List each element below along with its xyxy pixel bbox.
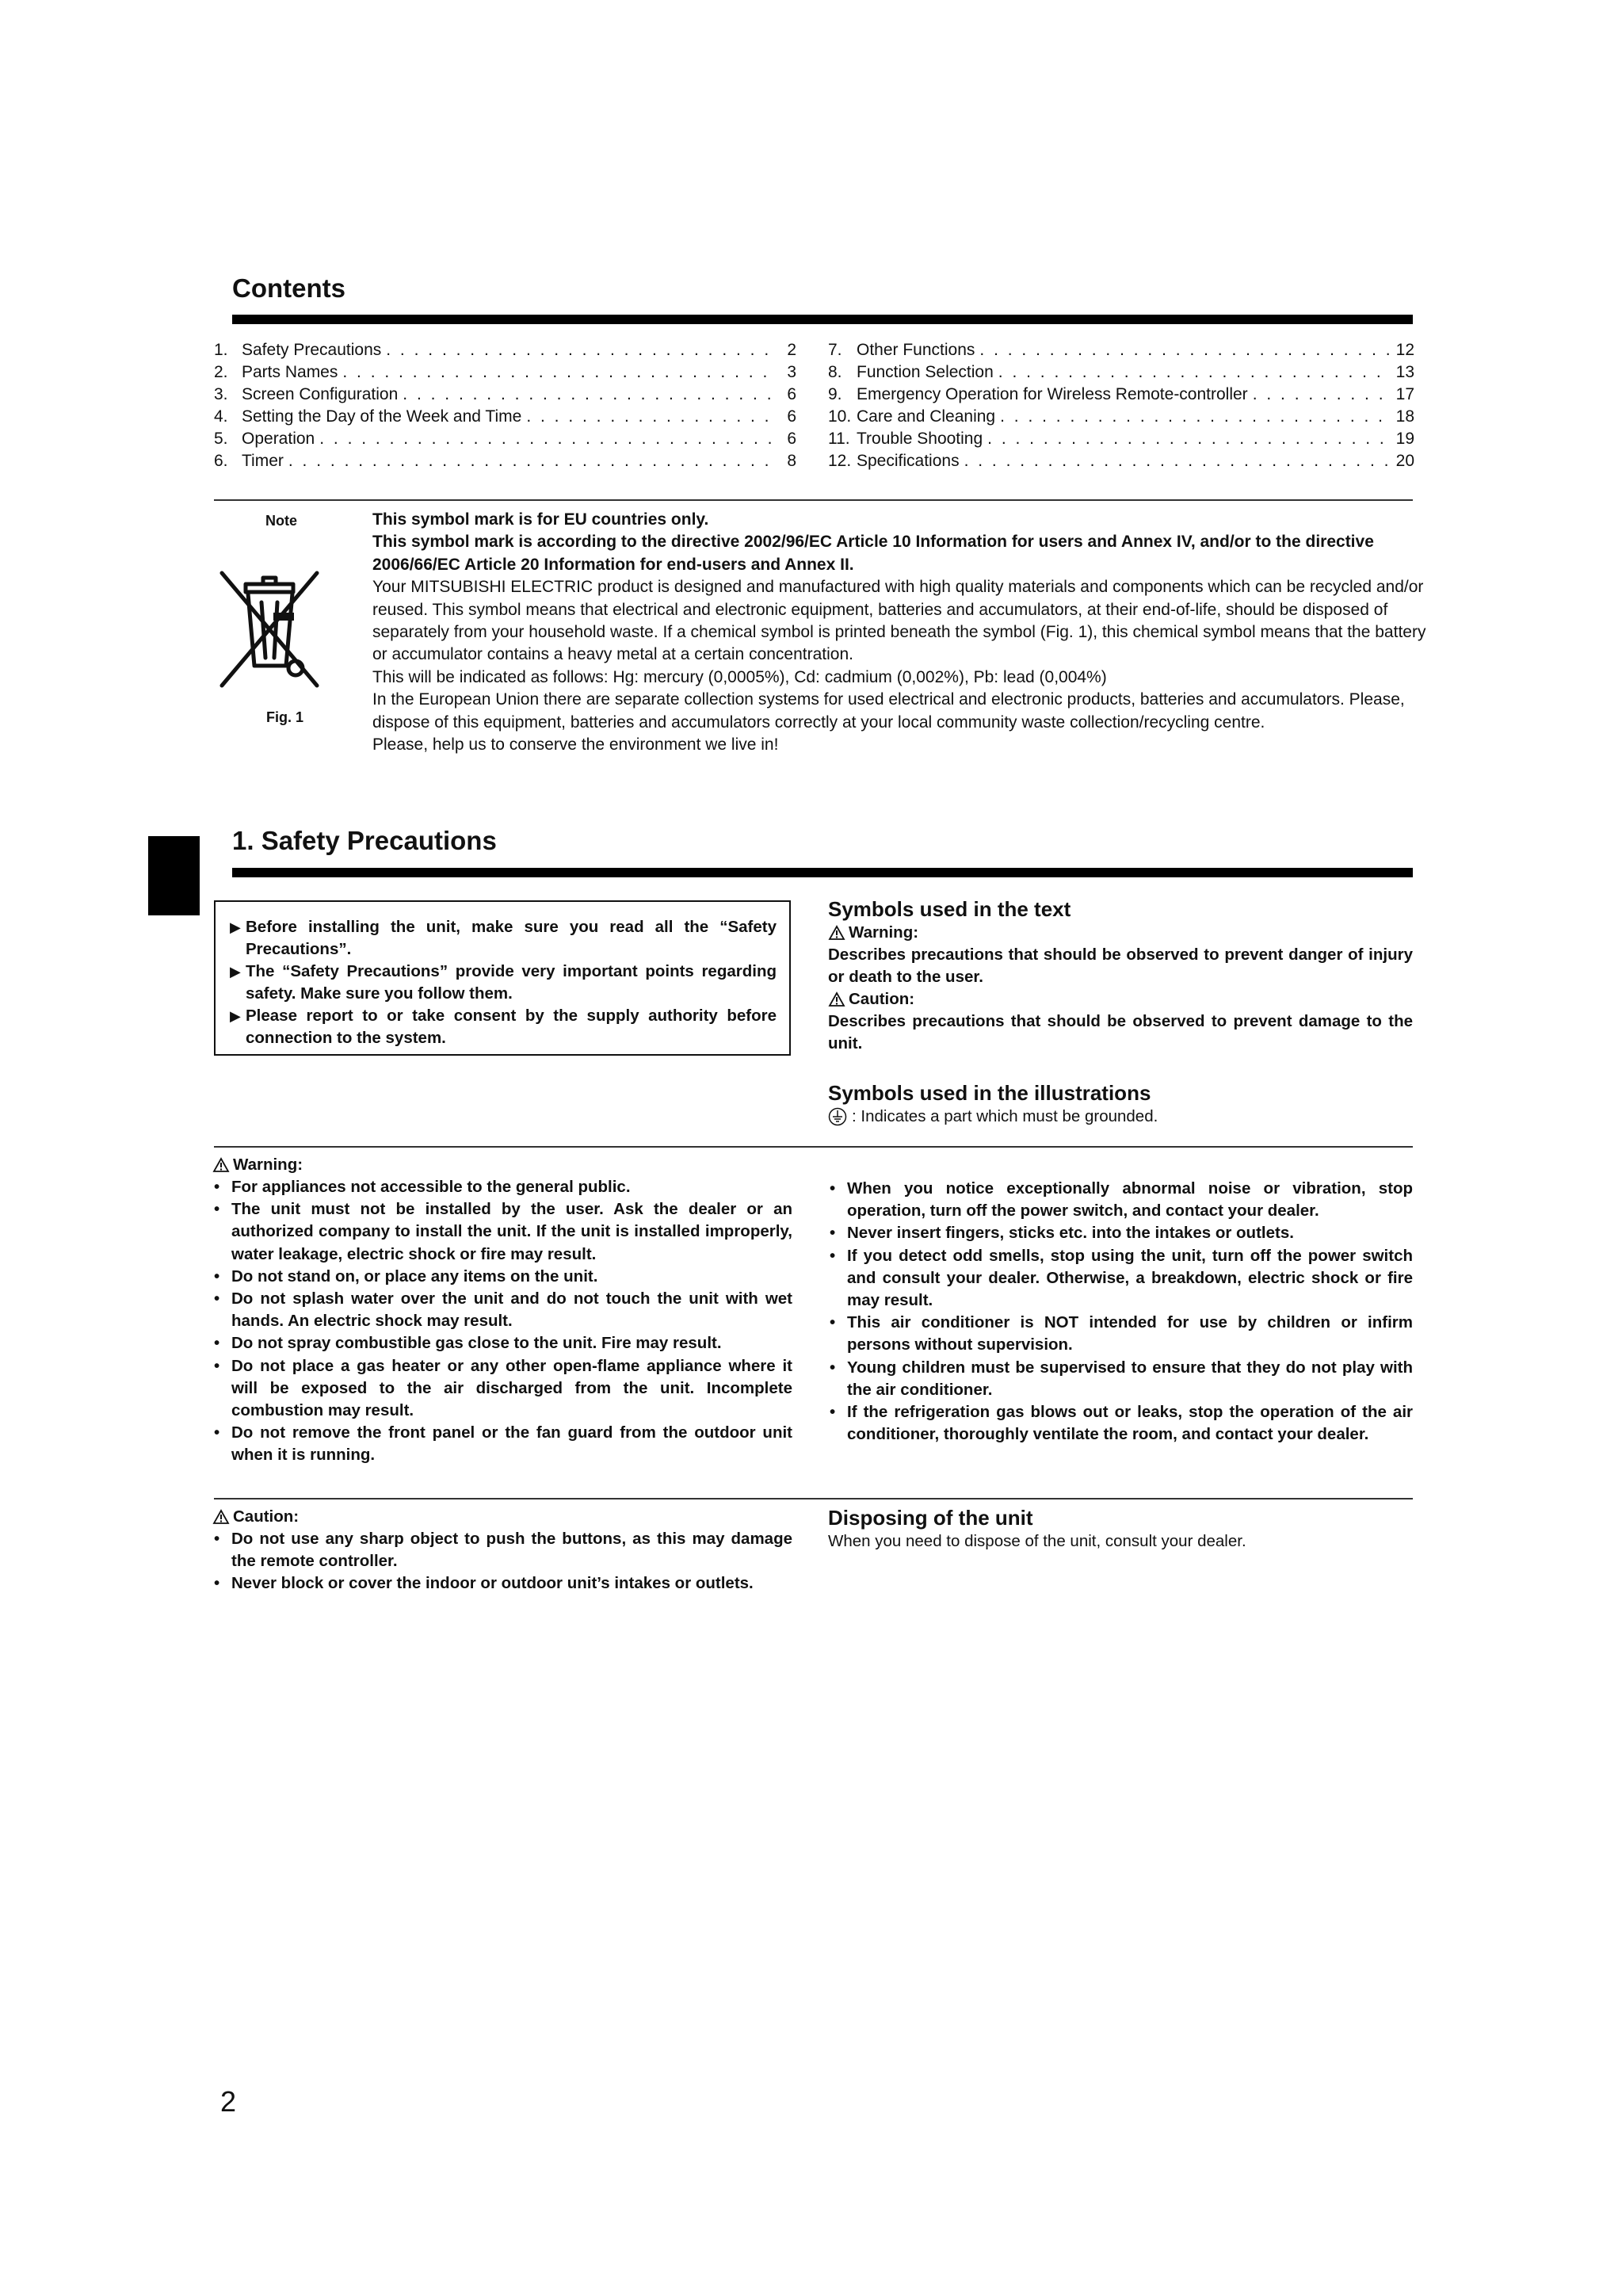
toc-leader <box>386 339 774 361</box>
notice-text: The “Safety Precautions” provide very important points regarding safety. Make sure you follow them. <box>246 962 777 1003</box>
warning-item: • Young children must be supervised to ensure that they do not play with the air conditioner. <box>828 1357 1413 1401</box>
toc-entry[interactable] <box>214 361 796 384</box>
toc-entry[interactable] <box>828 406 1414 428</box>
warning-item: • Do not place a gas heater or any other open-flame appliance where it will be exposed to the air discharged from the unit. Incomplete combustion may result. <box>212 1355 792 1423</box>
warning-item: • If you detect odd smells, stop using the unit, turn off the power switch and consult your dealer. Otherwise, a breakdown, electric shock or fire may result. <box>828 1245 1413 1312</box>
note-eu-only: This symbol mark is for EU countries only. <box>372 510 709 529</box>
warning-triangle-icon <box>828 991 845 1007</box>
warning-triangle-icon <box>212 1157 230 1173</box>
toc-title: Safety Precautions <box>242 341 382 359</box>
warning-right-block <box>828 1178 1413 1446</box>
contents-rule <box>232 315 1413 324</box>
toc-leader <box>979 339 1391 361</box>
disposing-block <box>828 1506 1413 1553</box>
note-eu-collection: In the European Union there are separate collection systems for used electrical and electronic products, batteries and accumulators. Please, dispose of this equipment, batteries and accumulators correctly at your local community waste collection/recycling centre. <box>372 690 1405 732</box>
toc-leader <box>319 428 774 450</box>
caution-item: • Do not use any sharp object to push the buttons, as this may damage the remote controller. <box>212 1528 792 1572</box>
toc-leader <box>526 406 774 428</box>
safety-notice-box <box>214 900 791 1056</box>
toc-title: Trouble Shooting <box>857 430 983 448</box>
toc-num: 9. <box>828 385 842 403</box>
toc-page: 12 <box>1395 341 1414 359</box>
toc-leader <box>987 428 1391 450</box>
warning-item: • Do not stand on, or place any items on the unit. <box>212 1266 792 1288</box>
toc-num: 7. <box>828 341 842 359</box>
toc-page: 17 <box>1395 385 1414 403</box>
warning-head <box>212 1154 792 1176</box>
toc-num: 3. <box>214 385 228 403</box>
caution-label: Caution: <box>849 990 915 1008</box>
caution-head <box>212 1506 792 1528</box>
toc-page: 13 <box>1395 363 1414 381</box>
toc-num: 12. <box>828 452 852 470</box>
toc-title: Setting the Day of the Week and Time <box>242 407 522 426</box>
caution-desc: Describes precautions that should be observed to prevent damage to the unit. <box>828 1012 1413 1052</box>
toc-left <box>214 339 796 472</box>
warning-label: Warning: <box>233 1156 303 1174</box>
fig-label: Fig. 1 <box>266 709 304 725</box>
toc-page: 18 <box>1395 407 1414 426</box>
disposing-title: Disposing of the unit <box>828 1506 1033 1530</box>
toc-leader <box>964 450 1391 472</box>
toc-num: 4. <box>214 407 228 426</box>
toc-divider <box>214 499 1413 501</box>
notice-text: Before installing the unit, make sure you read all the “Safety Precautions”. <box>246 918 777 958</box>
warning-item: • The unit must not be installed by the user. Ask the dealer or an authorized company to install the unit. If the unit is installed improperly, water leakage, electric shock or fire may result. <box>212 1198 792 1266</box>
warning-list-right <box>828 1178 1413 1446</box>
toc-entry[interactable] <box>828 339 1414 361</box>
safety-title: 1. Safety Precautions <box>232 826 497 855</box>
toc-entry[interactable] <box>214 428 796 450</box>
ground-row <box>828 1106 1413 1128</box>
note-body: Your MITSUBISHI ELECTRIC product is designed and manufactured with high quality materials and components which can be recycled and/or reused. This symbol means that electrical and electronic equipment, batteries and accumulators, at their end-of-life, should be disposed of separately from your household waste. If a chemical symbol is printed beneath the symbol (Fig. 1), this chemical symbol means that the battery or accumulator contains a heavy metal at a certain concentration. <box>372 578 1426 664</box>
toc-page: 6 <box>787 385 796 403</box>
warning-item: • Never insert fingers, sticks etc. into the intakes or outlets. <box>828 1222 1413 1244</box>
toc-num: 8. <box>828 363 842 381</box>
symbols-caution-head <box>828 988 1413 1010</box>
toc-leader <box>342 361 774 384</box>
toc-num: 1. <box>214 341 228 359</box>
toc-page: 20 <box>1395 452 1414 470</box>
toc-num: 5. <box>214 430 228 448</box>
safety-rule <box>232 868 1413 877</box>
warning-desc: Describes precautions that should be observed to prevent danger of injury or death to the user. <box>828 946 1413 986</box>
section-tab <box>148 836 200 915</box>
toc-title: Operation <box>242 430 315 448</box>
warning-item: • If the refrigeration gas blows out or leaks, stop the operation of the air conditioner, thoroughly ventilate the room, and contact your dealer. <box>828 1401 1413 1446</box>
arrow-right-icon: ▶ <box>230 1008 241 1024</box>
ground-icon <box>828 1107 847 1126</box>
toc-entry[interactable] <box>214 384 796 406</box>
toc-num: 2. <box>214 363 228 381</box>
warning-triangle-icon <box>212 1509 230 1525</box>
warning-label: Warning: <box>849 923 919 942</box>
toc-entry[interactable] <box>214 339 796 361</box>
warning-item: • For appliances not accessible to the general public. <box>212 1176 792 1198</box>
toc-title: Function Selection <box>857 363 994 381</box>
note-chemicals: This will be indicated as follows: Hg: mercury (0,0005%), Cd: cadmium (0,002%), Pb: lead (0,004%) <box>372 667 1107 686</box>
contents-title: Contents <box>232 273 345 303</box>
toc-page: 6 <box>787 407 796 426</box>
caution-item: • Never block or cover the indoor or outdoor unit’s intakes or outlets. <box>212 1572 792 1595</box>
warning-divider <box>214 1146 1413 1148</box>
toc-page: 3 <box>787 363 796 381</box>
warning-item: • Do not remove the front panel or the fan guard from the outdoor unit when it is running. <box>212 1422 792 1466</box>
toc-title: Other Functions <box>857 341 975 359</box>
caution-block <box>212 1506 792 1595</box>
disposing-text: When you need to dispose of the unit, consult your dealer. <box>828 1532 1246 1550</box>
toc-entry[interactable] <box>828 384 1414 406</box>
toc-page: 19 <box>1395 430 1414 448</box>
toc-title: Timer <box>242 452 284 470</box>
caution-label: Caution: <box>233 1507 300 1526</box>
notice-item <box>230 1005 777 1049</box>
toc-title: Care and Cleaning <box>857 407 996 426</box>
symbols-warning-head <box>828 922 1413 944</box>
toc-entry[interactable] <box>214 450 796 472</box>
toc-num: 6. <box>214 452 228 470</box>
toc-title: Emergency Operation for Wireless Remote-controller <box>857 385 1248 403</box>
arrow-right-icon: ▶ <box>230 964 241 980</box>
note-help: Please, help us to conserve the environment we live in! <box>372 735 779 755</box>
toc-entry[interactable] <box>828 361 1414 384</box>
note-label: Note <box>265 513 297 529</box>
toc-leader <box>403 384 774 406</box>
toc-page: 2 <box>787 341 796 359</box>
caution-list <box>212 1528 792 1595</box>
toc-title: Screen Configuration <box>242 385 399 403</box>
toc-page: 8 <box>787 452 796 470</box>
weee-bin-icon <box>218 567 321 693</box>
warning-item: • Do not spray combustible gas close to the unit. Fire may result. <box>212 1332 792 1354</box>
toc-num: 10. <box>828 407 852 426</box>
note-directive: This symbol mark is according to the directive 2002/96/EC Article 10 Information for users and Annex IV, and/or to the directive 2006/66/EC Article 20 Information for end-users and Annex II. <box>372 533 1374 574</box>
toc-leader <box>998 361 1391 384</box>
symbols-text-block <box>828 897 1413 1055</box>
toc-title: Specifications <box>857 452 960 470</box>
arrow-right-icon: ▶ <box>230 919 241 935</box>
warning-item: • This air conditioner is NOT intended for use by children or infirm persons without supervision. <box>828 1312 1413 1356</box>
note-text <box>372 509 1430 756</box>
toc-entry[interactable] <box>214 406 796 428</box>
symbols-text-title: Symbols used in the text <box>828 897 1071 921</box>
page-number: 2 <box>220 2085 237 2118</box>
caution-divider <box>214 1498 1413 1499</box>
toc-num: 11. <box>828 430 850 448</box>
notice-text: Please report to or take consent by the supply authority before connection to the system. <box>246 1007 777 1047</box>
toc-leader <box>288 450 774 472</box>
warning-left-block <box>212 1154 792 1467</box>
warning-list-left <box>212 1176 792 1467</box>
toc-leader <box>1253 384 1391 406</box>
warning-item: • When you notice exceptionally abnormal noise or vibration, stop operation, turn off the power switch, and contact your dealer. <box>828 1178 1413 1222</box>
warning-item: • Do not splash water over the unit and do not touch the unit with wet hands. An electric shock may result. <box>212 1288 792 1332</box>
toc-entry[interactable] <box>828 450 1414 472</box>
symbols-illus-title: Symbols used in the illustrations <box>828 1081 1151 1105</box>
toc-title: Parts Names <box>242 363 338 381</box>
notice-item <box>230 961 777 1005</box>
toc-entry[interactable] <box>828 428 1414 450</box>
notice-item <box>230 916 777 961</box>
ground-desc: : Indicates a part which must be grounded. <box>852 1107 1158 1125</box>
toc-right <box>828 339 1414 472</box>
toc-leader <box>1000 406 1391 428</box>
toc-page: 6 <box>787 430 796 448</box>
warning-triangle-icon <box>828 925 845 941</box>
symbols-illus-block <box>828 1081 1413 1128</box>
